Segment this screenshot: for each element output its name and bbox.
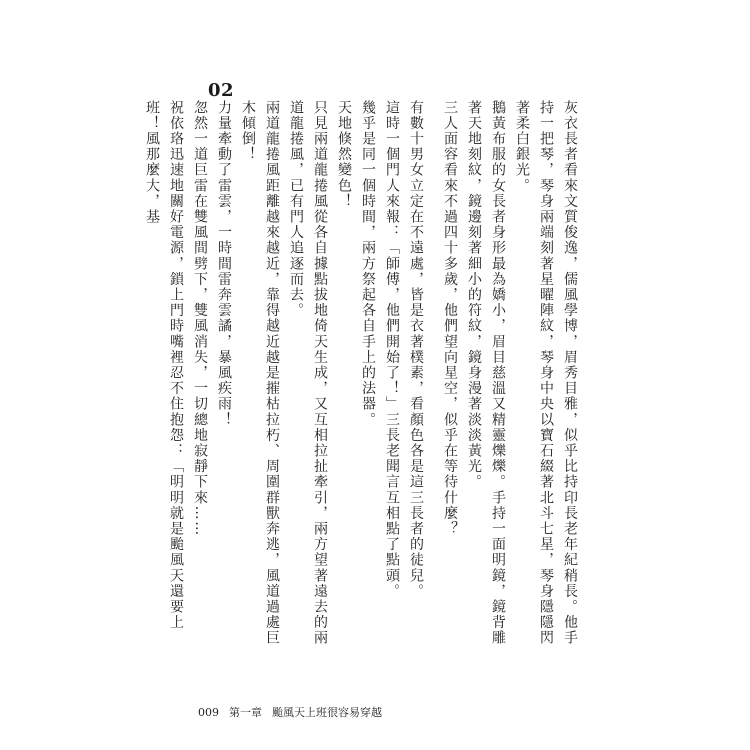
- chapter-title: 颱風天上班很容易穿越: [272, 706, 382, 719]
- paragraph: 這時一個門人來報：「師傅，他們開始了！」三長老聞言互相點了點頭。: [384, 100, 400, 600]
- paragraph: 力量牽動了雷雲，一時間雷奔雲譎，暴風疾雨！: [216, 100, 232, 428]
- paragraph: 有數十男女立定在不遠處，皆是衣著樸素，看顏色各是這三長者的徒兒。: [408, 100, 424, 600]
- body-text: [130, 100, 582, 660]
- paragraph: 灰衣長者看來文質俊逸，儒風學博，眉秀目雅，似乎比持印長老年紀稍長。他手持一把琴，琴身兩端刻著星曜陣紋，琴身中央以寶石綴著北斗七星，琴身隱隱閃著柔白銀光。: [514, 100, 578, 646]
- paragraph: 兩道龍捲風距離越來越近，靠得越近越是摧枯拉朽、周圍群獸奔逃，風道過處巨木傾倒！: [240, 100, 280, 646]
- paragraph: 只見兩道龍捲風從各自據點拔地倚天生成，又互相拉扯牽引，兩方望著遠去的兩道龍捲風，已有門人追逐而去。: [288, 100, 328, 646]
- paragraph: 忽然一道巨雷在雙風間劈下，雙風消失，一切總地寂靜下來……: [192, 100, 208, 537]
- chapter-label: 第一章: [229, 706, 262, 719]
- page-number: 009: [198, 706, 219, 719]
- paragraph: 幾乎是同一個時間，兩方祭起各自手上的法器。: [360, 100, 376, 428]
- paragraph: 鵝黃布服的女長者身形最為嬌小，眉目慈溫又精靈爍爍。手持一面明鏡，鏡背雕著天地刻紋，鏡邊刻著細小的符紋，鏡身漫著淡淡黃光。: [466, 100, 506, 646]
- paragraph: 三人面容看來不過四十多歲，他們望向星空，似乎在等待什麼？: [442, 100, 458, 537]
- chapter-number: 02: [208, 80, 235, 101]
- paragraph: 祝依珞迅速地關好電源，鎖上門時嘴裡忍不住抱怨：「明明就是颱風天還要上班！風那麼大，基: [144, 100, 184, 631]
- page-footer: [198, 704, 392, 720]
- paragraph: 天地倏然變色！: [336, 100, 352, 210]
